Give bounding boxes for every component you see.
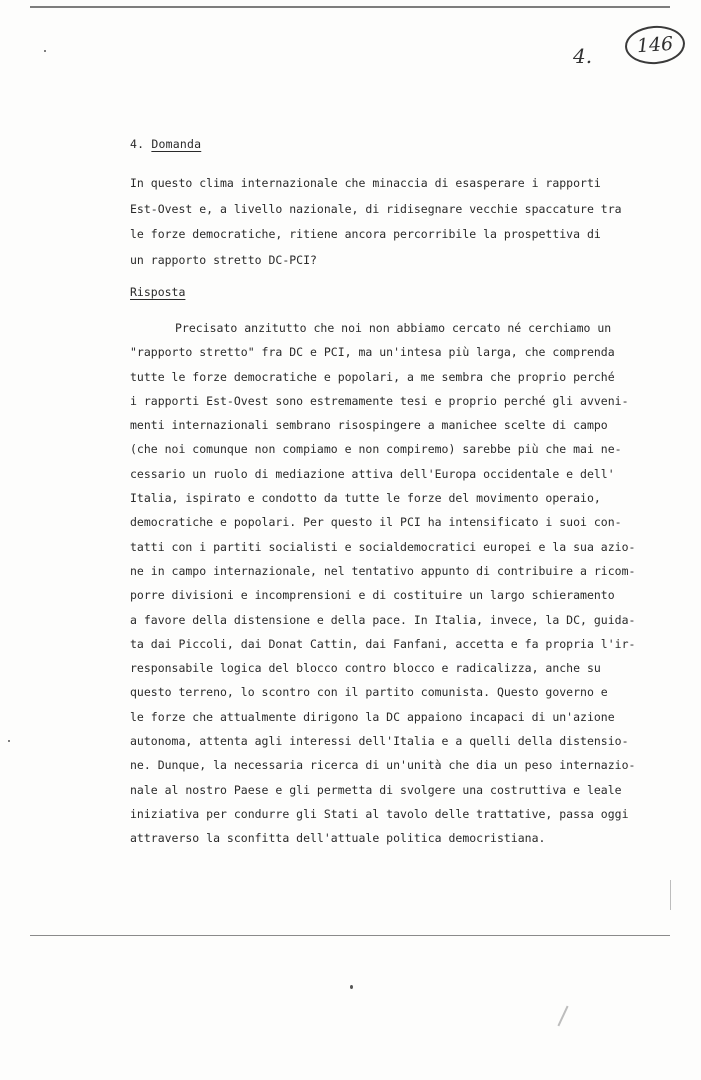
- scan-mark: [557, 1006, 568, 1027]
- question-line: Est-Ovest e, a livello nazionale, di ridisegnare vecchie spaccature tra: [130, 201, 622, 216]
- scan-speck: [350, 985, 353, 989]
- question-line: le forze democratiche, ritiene ancora percorribile la prospettiva di: [130, 227, 601, 241]
- answer-line: ne. Dunque, la necessaria ricerca di un'unità che dia un peso internazio-: [130, 758, 636, 773]
- answer-line: tatti con i partiti socialisti e socialdemocratici europei e la sua azio-: [130, 539, 636, 554]
- answer-line: cessario un ruolo di mediazione attiva dell'Europa occidentale e dell': [130, 466, 615, 481]
- answer-line: questo terreno, lo scontro con il partito comunista. Questo governo e: [130, 685, 608, 700]
- answer-line: nale al nostro Paese e gli permetta di svolgere una costruttiva e leale: [130, 782, 622, 797]
- answer-line: porre divisioni e incomprensioni e di costituire un largo schieramento: [130, 588, 615, 603]
- answer-line: ta dai Piccoli, dai Donat Cattin, dai Fanfani, accetta e fa propria l'ir-: [130, 636, 636, 651]
- top-rule: [30, 6, 670, 8]
- answer-line: i rapporti Est-Ovest sono estremamente tesi e proprio perché gli avveni-: [130, 393, 629, 408]
- scan-speck: [8, 740, 10, 742]
- answer-line: (che noi comunque non compiamo e non compiremo) sarebbe più che mai ne-: [130, 442, 622, 457]
- answer-line: ne in campo internazionale, nel tentativo appunto di contribuire a ricom-: [130, 563, 636, 578]
- question-line: un rapporto stretto DC-PCI?: [130, 252, 317, 267]
- answer-line: Precisato anzitutto che noi non abbiamo cercato né cerchiamo un: [175, 321, 612, 335]
- answer-line: a favore della distensione e della pace. In Italia, invece, la DC, guida-: [130, 612, 636, 627]
- question-label: Domanda: [151, 137, 202, 151]
- question-line: In questo clima internazionale che minaccia di esasperare i rapporti: [130, 176, 601, 190]
- question-paragraph: [130, 171, 630, 273]
- answer-heading: Risposta: [130, 285, 186, 299]
- answer-line: tutte le forze democratiche e popolari, a me sembra che proprio perché: [130, 369, 615, 384]
- answer-line: iniziativa per condurre gli Stati al tavolo delle trattative, passa oggi: [130, 806, 629, 821]
- archive-number: 146: [636, 32, 674, 58]
- question-heading: [130, 137, 201, 151]
- bottom-rule: [30, 935, 670, 936]
- answer-line: menti internazionali sembrano risospingere a manichee scelte di campo: [130, 418, 608, 433]
- answer-line: le forze che attualmente dirigono la DC appaiono incapaci di un'azione: [130, 709, 615, 724]
- scan-speck: [44, 50, 46, 52]
- answer-line: Italia, ispirato e condotto da tutte le forze del movimento operaio,: [130, 491, 601, 506]
- answer-line: "rapporto stretto" fra DC e PCI, ma un'intesa più larga, che comprenda: [130, 345, 615, 360]
- answer-line: democratiche e popolari. Per questo il PCI ha intensificato i suoi con-: [130, 515, 622, 530]
- answer-paragraph: [130, 316, 640, 851]
- answer-line: attraverso la sconfitta dell'attuale politica democristiana.: [130, 831, 546, 846]
- question-number: 4.: [130, 137, 145, 151]
- archive-stamp: [624, 24, 687, 66]
- page-number: 4.: [573, 44, 593, 68]
- answer-line: autonoma, attenta agli interessi dell'Italia e a quelli della distensio-: [130, 734, 629, 749]
- answer-line: responsabile logica del blocco contro blocco e radicalizza, anche su: [130, 661, 601, 676]
- scan-mark: [670, 880, 671, 910]
